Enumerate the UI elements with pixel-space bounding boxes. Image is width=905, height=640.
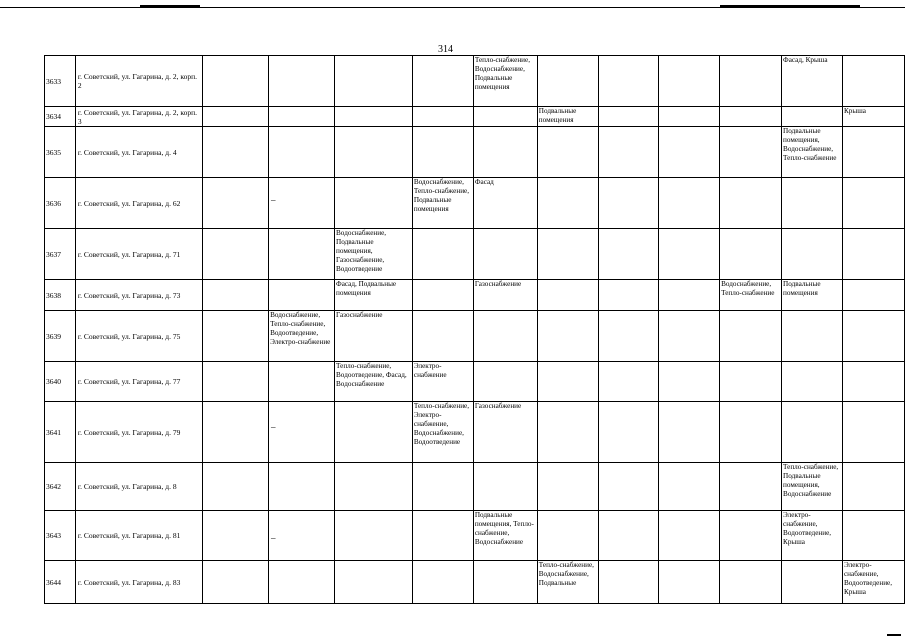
work-cell xyxy=(203,463,269,511)
work-cell xyxy=(598,280,659,311)
address-cell: г. Советский, ул. Гагарина, д. 2, корп. 2 xyxy=(75,56,203,107)
work-cell xyxy=(269,362,335,402)
work-cell xyxy=(473,311,537,362)
work-cell xyxy=(203,362,269,402)
work-cell xyxy=(269,561,335,604)
work-cell xyxy=(537,463,598,511)
work-cell: Фасад xyxy=(473,178,537,229)
address-cell: г. Советский, ул. Гагарина, д. 8 xyxy=(75,463,203,511)
table-row xyxy=(45,229,905,280)
work-cell xyxy=(842,127,904,178)
work-cell xyxy=(782,229,843,280)
address-cell: г. Советский, ул. Гагарина, д. 4 xyxy=(75,127,203,178)
work-cell: Газоснабжение xyxy=(335,311,413,362)
work-cell xyxy=(203,561,269,604)
address-cell: г. Советский, ул. Гагарина, д. 62 xyxy=(75,178,203,229)
work-cell xyxy=(269,107,335,127)
work-cell xyxy=(412,280,473,311)
work-cell xyxy=(720,362,782,402)
work-cell xyxy=(659,402,720,463)
work-cell xyxy=(537,311,598,362)
work-cell xyxy=(659,280,720,311)
work-cell xyxy=(269,511,335,561)
work-cell xyxy=(598,229,659,280)
work-cell: Электро-снабжение, Водоотведение, Крыша xyxy=(842,561,904,604)
address-cell: г. Советский, ул. Гагарина, д. 73 xyxy=(75,280,203,311)
table-row xyxy=(45,56,905,107)
work-cell xyxy=(598,362,659,402)
work-cell xyxy=(473,127,537,178)
work-cell: Тепло-снабжение, Электро-снабжение, Водоснабжение, Водоотведение xyxy=(412,402,473,463)
work-cell xyxy=(598,107,659,127)
work-cell xyxy=(269,178,335,229)
work-cell xyxy=(203,56,269,107)
address-cell: г. Советский, ул. Гагарина, д. 83 xyxy=(75,561,203,604)
work-cell xyxy=(412,561,473,604)
work-cell xyxy=(335,56,413,107)
work-cell xyxy=(842,178,904,229)
work-cell xyxy=(720,107,782,127)
corner-rule xyxy=(887,634,901,636)
work-cell xyxy=(659,463,720,511)
work-cell xyxy=(412,463,473,511)
work-cell: Водоснабжение, Тепло-снабжение, Подвальные помещения xyxy=(412,178,473,229)
work-cell xyxy=(598,56,659,107)
top-rule-segment xyxy=(720,5,860,7)
work-cell xyxy=(269,127,335,178)
address-cell: г. Советский, ул. Гагарина, д. 75 xyxy=(75,311,203,362)
work-cell: Тепло-снабжение, Водоснабжение, Подвальные xyxy=(537,561,598,604)
work-cell xyxy=(335,511,413,561)
work-cell xyxy=(412,127,473,178)
row-number: 3636 xyxy=(45,178,76,229)
work-cell xyxy=(203,311,269,362)
work-cell xyxy=(203,107,269,127)
row-number: 3641 xyxy=(45,402,76,463)
work-cell xyxy=(537,362,598,402)
table-row xyxy=(45,107,905,127)
dash-mark: – xyxy=(271,422,276,432)
row-number: 3644 xyxy=(45,561,76,604)
work-cell xyxy=(473,229,537,280)
row-number: 3638 xyxy=(45,280,76,311)
work-cell xyxy=(598,561,659,604)
work-cell xyxy=(203,402,269,463)
work-cell: Подвальные помещения xyxy=(537,107,598,127)
work-cell xyxy=(269,229,335,280)
work-cell xyxy=(203,229,269,280)
work-cell xyxy=(412,511,473,561)
work-cell xyxy=(659,362,720,402)
page-number: 314 xyxy=(438,44,453,55)
work-cell xyxy=(842,56,904,107)
address-cell: г. Советский, ул. Гагарина, д. 81 xyxy=(75,511,203,561)
work-cell xyxy=(598,178,659,229)
row-number: 3642 xyxy=(45,463,76,511)
top-rule xyxy=(0,7,905,8)
work-cell xyxy=(842,511,904,561)
row-number: 3633 xyxy=(45,56,76,107)
work-cell xyxy=(782,561,843,604)
work-cell xyxy=(203,178,269,229)
work-cell xyxy=(598,463,659,511)
table-row xyxy=(45,311,905,362)
work-cell xyxy=(269,402,335,463)
work-cell xyxy=(598,511,659,561)
table-row xyxy=(45,463,905,511)
work-cell xyxy=(335,463,413,511)
work-cell xyxy=(659,107,720,127)
work-cell xyxy=(269,463,335,511)
work-cell xyxy=(537,402,598,463)
work-cell xyxy=(659,561,720,604)
work-cell xyxy=(537,127,598,178)
work-cell xyxy=(473,561,537,604)
work-cell xyxy=(537,178,598,229)
work-cell xyxy=(720,311,782,362)
work-cell xyxy=(782,107,843,127)
work-cell xyxy=(335,561,413,604)
work-cell xyxy=(269,280,335,311)
work-cell: Электро-снабжение, Водоотведение, Крыша xyxy=(782,511,843,561)
work-cell xyxy=(720,561,782,604)
work-cell xyxy=(782,311,843,362)
address-cell: г. Советский, ул. Гагарина, д. 71 xyxy=(75,229,203,280)
work-cell xyxy=(659,56,720,107)
work-cell xyxy=(842,402,904,463)
work-cell xyxy=(659,127,720,178)
work-cell xyxy=(335,402,413,463)
work-cell xyxy=(335,178,413,229)
work-cell xyxy=(598,402,659,463)
schedule-table xyxy=(44,55,905,604)
work-cell xyxy=(720,229,782,280)
address-cell: г. Советский, ул. Гагарина, д. 79 xyxy=(75,402,203,463)
work-cell xyxy=(720,178,782,229)
work-cell: Водоснабжение, Подвальные помещения, Газоснабжение, Водоотведение xyxy=(335,229,413,280)
work-cell xyxy=(782,178,843,229)
work-cell xyxy=(720,463,782,511)
table-row xyxy=(45,511,905,561)
work-cell xyxy=(659,178,720,229)
work-cell: Крыша xyxy=(842,107,904,127)
work-cell xyxy=(720,511,782,561)
work-cell xyxy=(335,107,413,127)
work-cell xyxy=(842,311,904,362)
work-cell xyxy=(203,511,269,561)
work-cell xyxy=(659,311,720,362)
work-cell xyxy=(537,229,598,280)
work-cell xyxy=(720,402,782,463)
work-cell xyxy=(203,280,269,311)
work-cell xyxy=(842,463,904,511)
work-cell xyxy=(842,280,904,311)
work-cell: Газоснабжение xyxy=(473,402,537,463)
row-number: 3635 xyxy=(45,127,76,178)
work-cell xyxy=(537,511,598,561)
table-row xyxy=(45,280,905,311)
work-cell xyxy=(412,229,473,280)
work-cell xyxy=(842,229,904,280)
work-cell xyxy=(537,280,598,311)
work-cell xyxy=(537,56,598,107)
work-cell: Подвальные помещения, Водоснабжение, Тепло-снабжение xyxy=(782,127,843,178)
table-row xyxy=(45,362,905,402)
work-cell: Тепло-снабжение, Водоснабжение, Подвальные помещения xyxy=(473,56,537,107)
address-cell: г. Советский, ул. Гагарина, д. 2, корп. 3 xyxy=(75,107,203,127)
work-cell xyxy=(412,107,473,127)
row-number: 3637 xyxy=(45,229,76,280)
work-cell xyxy=(473,362,537,402)
work-cell: Тепло-снабжение, Водоотведение, Фасад, Водоснабжение xyxy=(335,362,413,402)
work-cell xyxy=(659,511,720,561)
work-cell: Подвальные помещения xyxy=(782,280,843,311)
work-cell: Водоснабжение, Тепло-снабжение xyxy=(720,280,782,311)
work-cell: Фасад, Крыша xyxy=(782,56,843,107)
dash-mark: – xyxy=(271,195,276,205)
work-cell xyxy=(720,56,782,107)
work-cell: Фасад, Подвальные помещения xyxy=(335,280,413,311)
table-row xyxy=(45,127,905,178)
row-number: 3640 xyxy=(45,362,76,402)
work-cell xyxy=(782,362,843,402)
table-row xyxy=(45,561,905,604)
work-cell xyxy=(659,229,720,280)
work-cell xyxy=(412,56,473,107)
work-cell xyxy=(335,127,413,178)
work-cell xyxy=(269,56,335,107)
work-cell xyxy=(412,311,473,362)
work-cell xyxy=(598,127,659,178)
table-row xyxy=(45,178,905,229)
top-rule-segment xyxy=(140,5,200,7)
work-cell xyxy=(782,402,843,463)
row-number: 3643 xyxy=(45,511,76,561)
table-row xyxy=(45,402,905,463)
work-cell: Водоснабжение, Тепло-снабжение, Водоотведение, Электро-снабжение xyxy=(269,311,335,362)
work-cell: Подвальные помещения, Тепло-снабжение, Водоснабжение xyxy=(473,511,537,561)
address-cell: г. Советский, ул. Гагарина, д. 77 xyxy=(75,362,203,402)
work-cell xyxy=(598,311,659,362)
row-number: 3639 xyxy=(45,311,76,362)
work-cell xyxy=(473,463,537,511)
work-cell: Тепло-снабжение, Подвальные помещения, Водоснабжение xyxy=(782,463,843,511)
work-cell xyxy=(473,107,537,127)
row-number: 3634 xyxy=(45,107,76,127)
work-cell xyxy=(720,127,782,178)
work-cell xyxy=(203,127,269,178)
work-cell xyxy=(842,362,904,402)
work-cell: Газоснабжение xyxy=(473,280,537,311)
work-cell: Электро-снабжение xyxy=(412,362,473,402)
dash-mark: – xyxy=(271,533,276,543)
